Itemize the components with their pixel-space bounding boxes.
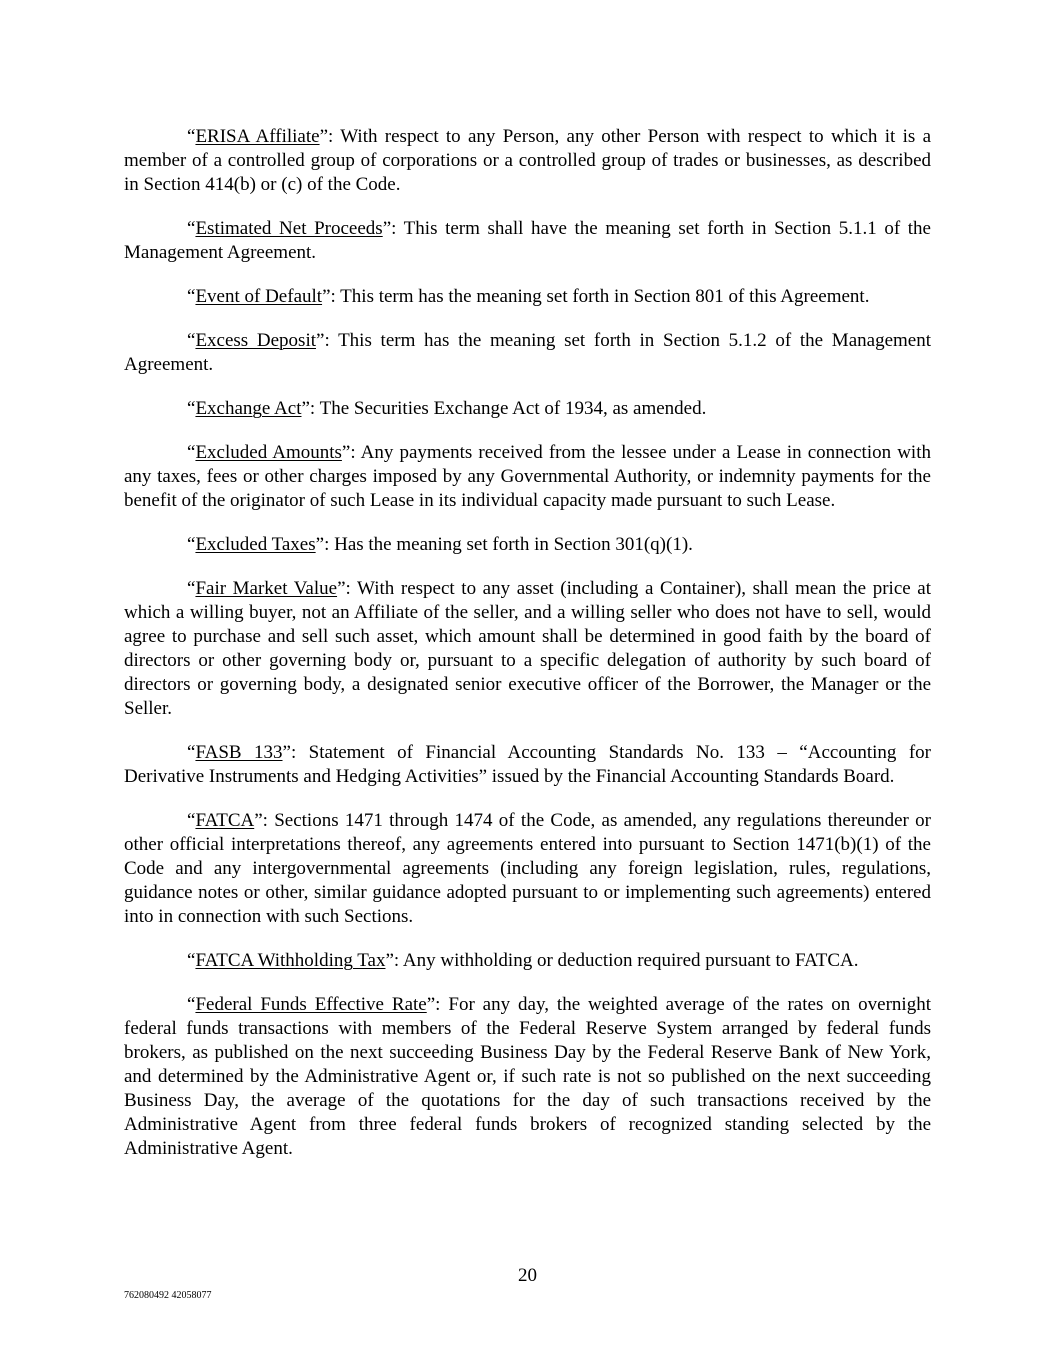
open-quote: “ bbox=[187, 398, 196, 419]
defined-term: FATCA Withholding Tax bbox=[195, 950, 386, 971]
defined-term: Excluded Amounts bbox=[195, 442, 342, 463]
definition-text: : For any day, the weighted average of the rates on overnight federal funds transactions with members of the Federal Reserve System arranged by federal funds brokers, as published on the next succeeding Business Day by the Federal Reserve Bank of New York, and determined by the Administrative Agent or, if such rate is not so published on the next succeeding Business Day, the average of the quotations for the day of such transactions received by the Administrative Agent from three federal funds brokers of recognized standing selected by the Administrative Agent. bbox=[124, 994, 931, 1159]
defined-term: Event of Default bbox=[195, 286, 323, 307]
defined-term: Estimated Net Proceeds bbox=[195, 218, 383, 239]
definition-text: : The Securities Exchange Act of 1934, as amended. bbox=[309, 398, 707, 419]
definition-paragraph bbox=[124, 125, 931, 197]
open-quote: “ bbox=[187, 330, 196, 351]
close-quote: ” bbox=[426, 994, 436, 1015]
definition-paragraph bbox=[124, 285, 931, 309]
open-quote: “ bbox=[187, 286, 196, 307]
definition-text: : Sections 1471 through 1474 of the Code, as amended, any regulations thereunder or other official interpretations thereof, any agreements entered into pursuant to Section 1471(b)(1) of the Code and any intergovernmental agreements (including any foreign legislation, rules, regulations, guidance notes or other, similar guidance adopted pursuant to or implementing such agreements) entered into in connection with such Sections. bbox=[124, 810, 931, 927]
definition-text: : Has the meaning set forth in Section 301(q)(1). bbox=[324, 534, 693, 555]
close-quote: ” bbox=[341, 442, 351, 463]
definition-paragraph bbox=[124, 397, 931, 421]
definition-text: : This term shall have the meaning set forth in Section 5.1.1 of the Management Agreement. bbox=[124, 218, 931, 263]
defined-term: Fair Market Value bbox=[195, 578, 338, 599]
open-quote: “ bbox=[187, 218, 196, 239]
open-quote: “ bbox=[187, 578, 196, 599]
page-number: 20 bbox=[518, 1265, 537, 1286]
open-quote: “ bbox=[187, 810, 196, 831]
definition-paragraph bbox=[124, 441, 931, 513]
close-quote: ” bbox=[282, 742, 291, 763]
open-quote: “ bbox=[187, 534, 196, 555]
close-quote: ” bbox=[315, 534, 325, 555]
definition-paragraph bbox=[124, 949, 931, 973]
open-quote: “ bbox=[187, 126, 196, 147]
definition-text: : This term has the meaning set forth in Section 5.1.2 of the Management Agreement. bbox=[124, 330, 931, 375]
defined-term: Excluded Taxes bbox=[195, 534, 316, 555]
definition-paragraph bbox=[124, 533, 931, 557]
open-quote: “ bbox=[187, 950, 196, 971]
defined-term: Federal Funds Effective Rate bbox=[195, 994, 427, 1015]
document-id: 762080492 42058077 bbox=[124, 1290, 212, 1301]
defined-term: FATCA bbox=[195, 810, 255, 831]
definition-paragraph bbox=[124, 217, 931, 265]
close-quote: ” bbox=[301, 398, 310, 419]
definition-text: : With respect to any asset (including a Container), shall mean the price at which a willing buyer, not an Affiliate of the seller, and a willing seller who does not have to sell, would agree to purchase and sell such asset, which amount shall be determined in good faith by the board of directors or other governing body or, pursuant to a specific delegation of authority by such board of directors or governing body, a designated senior executive officer of the Borrower, the Manager or the Seller. bbox=[124, 578, 932, 719]
defined-term: ERISA Affiliate bbox=[195, 126, 320, 147]
close-quote: ” bbox=[385, 950, 394, 971]
definition-paragraph bbox=[124, 329, 931, 377]
open-quote: “ bbox=[187, 442, 196, 463]
open-quote: “ bbox=[187, 994, 196, 1015]
definition-text: : Any withholding or deduction required pursuant to FATCA. bbox=[393, 950, 859, 971]
open-quote: “ bbox=[187, 742, 196, 763]
definition-text: : Any payments received from the lessee under a Lease in connection with any taxes, fees or other charges imposed by any Governmental Authority, or indemnity payments for the benefit of the originator of such Lease in its individual capacity made pursuant to such Lease. bbox=[124, 442, 931, 511]
defined-term: Exchange Act bbox=[195, 398, 302, 419]
close-quote: ” bbox=[382, 218, 392, 239]
defined-term: Excess Deposit bbox=[195, 330, 316, 351]
definition-paragraph bbox=[124, 741, 931, 789]
defined-term: FASB 133 bbox=[195, 742, 283, 763]
definition-text: : Statement of Financial Accounting Standards No. 133 – “Accounting for Derivative Instruments and Hedging Activities” issued by the Financial Accounting Standards Board. bbox=[124, 742, 931, 787]
close-quote: ” bbox=[254, 810, 263, 831]
close-quote: ” bbox=[319, 126, 328, 147]
close-quote: ” bbox=[337, 578, 346, 599]
definitions-section bbox=[124, 125, 931, 1181]
close-quote: ” bbox=[316, 330, 325, 351]
close-quote: ” bbox=[322, 286, 331, 307]
definition-text: : This term has the meaning set forth in Section 801 of this Agreement. bbox=[330, 286, 870, 307]
definition-text: : With respect to any Person, any other Person with respect to which it is a member of a controlled group of corporations or a controlled group of trades or businesses, as described in Section 414(b) or (c) of the Code. bbox=[124, 126, 931, 195]
definition-paragraph bbox=[124, 577, 931, 721]
definition-paragraph bbox=[124, 993, 931, 1161]
definition-paragraph bbox=[124, 809, 931, 929]
